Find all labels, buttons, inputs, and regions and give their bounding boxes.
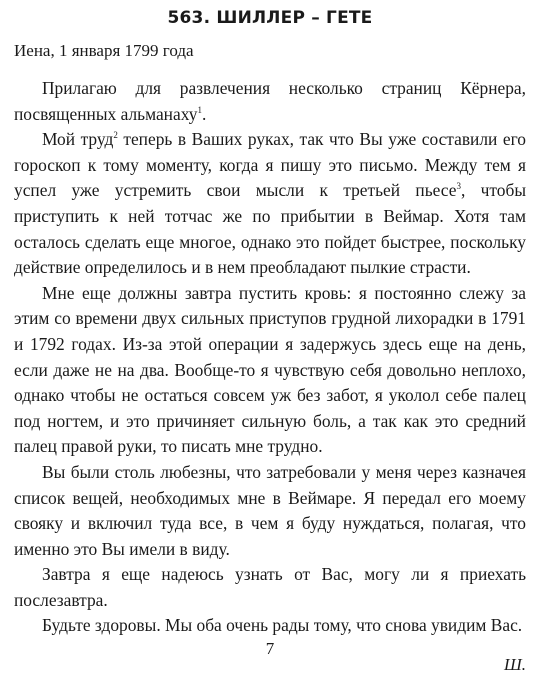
letter-paragraph <box>14 613 526 639</box>
paragraph-text: Прилагаю для развлечения несколько страниц Кёрнера, посвященных альманаху <box>14 78 526 124</box>
letter-body <box>14 76 526 639</box>
page-number: 7 <box>265 639 275 658</box>
paragraph-text: Мой труд <box>42 129 114 150</box>
letter-heading: 563. ШИЛЛЕР – ГЕТЕ <box>167 8 373 28</box>
paragraph-text: Завтра я еще надеюсь узнать от Вас, могу ли я приехать послезавтра. <box>14 564 526 610</box>
paragraph-text: теперь в Ваших руках, так что Вы уже составили его гороскоп к тому моменту, когда я пишу это письмо. Между тем я успел уже устремить свои мысли к третьей пьесе <box>14 129 526 201</box>
paragraph-text: . <box>201 103 207 124</box>
letter-paragraph <box>14 460 526 562</box>
footnote-marker[interactable]: 1 <box>197 104 202 115</box>
paragraph-text: Будьте здоровы. Мы оба очень рады тому, что снова увидим Вас. <box>42 615 523 636</box>
book-page <box>14 6 527 675</box>
letter-signature: Ш. <box>504 655 526 675</box>
footnote-marker[interactable]: 3 <box>456 181 461 192</box>
letter-paragraph <box>14 127 526 281</box>
paragraph-text: , чтобы приступить к ней тотчас же по прибытии в Веймар. Хотя там осталось сделать еще многое, однако это пойдет быстрее, поскольку действие определилось и в нем преобладают пылкие страсти. <box>14 180 527 278</box>
paragraph-text: Вы были столь любезны, что затребовали у меня через казначея список вещей, необходимых мне в Веймаре. Я передал его моему свояку и включил туда все, в чем я буду нуждаться, полагая, что именно это Вы имели в виду. <box>14 461 526 559</box>
paragraph-text: Мне еще должны завтра пустить кровь: я постоянно слежу за этим со времени двух сильных приступов грудной лихорадки в 1791 и 1792 годах. Из-за этой операции я задержусь здесь еще на день, если даже не на два. Вообще-то я чувствую себя довольно неплохо, однако чтобы не остаться совсем уж без забот, я уколол себе палец под ногтем, и это причиняет сильную боль, а так как это средний палец правой руки, то писать мне трудно. <box>14 282 526 457</box>
letter-paragraph <box>14 281 526 460</box>
letter-paragraph <box>14 76 526 127</box>
letter-place-date: Иена, 1 января 1799 года <box>14 41 194 60</box>
footnote-marker[interactable]: 2 <box>113 130 118 141</box>
letter-paragraph <box>14 562 526 613</box>
